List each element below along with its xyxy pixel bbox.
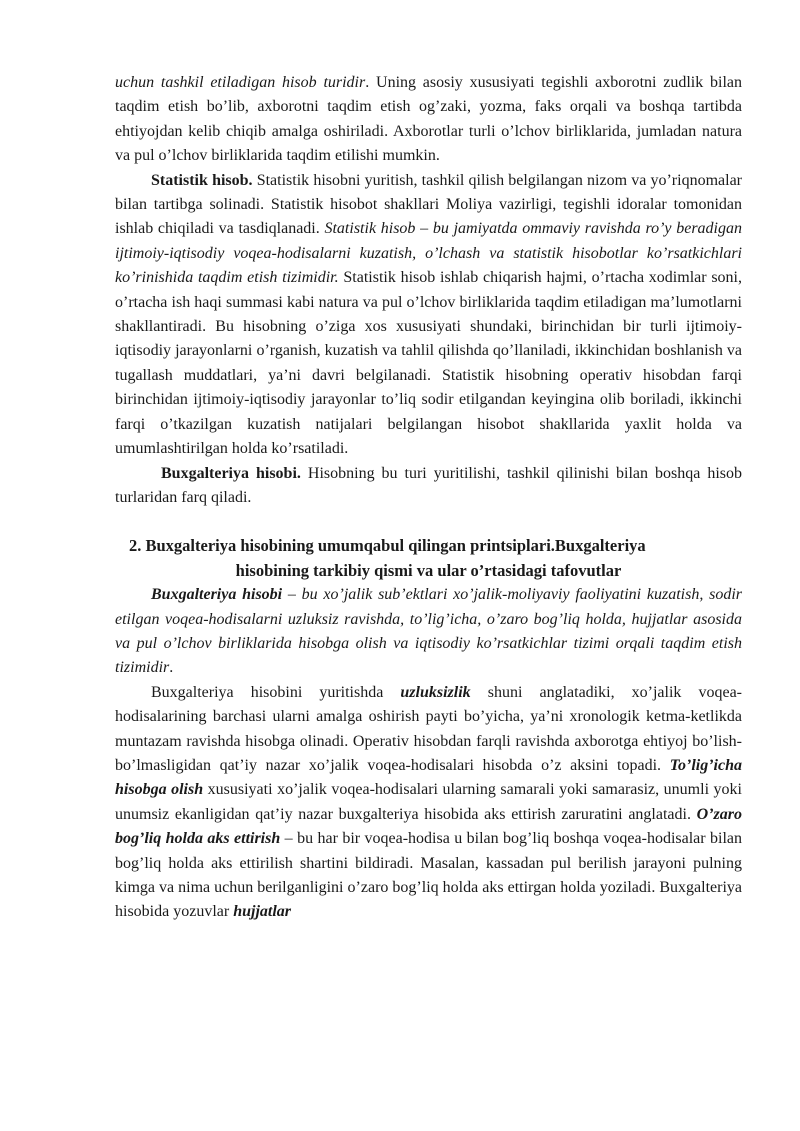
- body-text: Statistik hisob ishlab chiqarish hajmi, o’rtacha xodimlar soni, o’rtacha ish haqi summasi kabi natura va pul o’lchov birliklarida taqdim etiladigan ma’lumotlarni shakllantiradi. Bu hisobning o’ziga xos xususiyati shundaki, birinchidan bir turli ijtimoiy-iqtisodiy jarayonlarni o’rganish, kuzatish va tahlil qilishda qo’llaniladi, ikkinchidan boshlanish va tugallash muddatlari, ya’ni davri belgilanadi. Statistik hisobning operativ hisobdan farqi birinchidan ijtimoiy-iqtisodiy jarayonlar to’liq sodir etilgandan keyingina olib boriladi, ikkinchi farqi o’tkazilgan kuzatish natijalari belgilangan hisobot shakllarida yaxlit holda va umumlashtirilgan holda ko’rsatiladi.: [115, 269, 743, 458]
- section-heading-line1: 2. Buxgalteriya hisobining umumqabul qilingan printsiplari.Buxgalteriya: [129, 536, 646, 556]
- section-heading: [115, 534, 742, 583]
- paragraph-principles: [115, 681, 742, 925]
- term-buxgalteriya-hisobi-definition: Buxgalteriya hisobi: [151, 586, 283, 604]
- body-text: – bu har bir voqea-hodisa u bilan bog’liq boshqa voqea-hodisalar bilan bog’liq holda aks ettirilish shartini bildiradi. Masalan, kassadan pul berilish jarayoni pulning kimga va nima uchun berilganligini o’zaro bog’liq holda aks ettirgan holda yoziladi. Buxgalteriya hisobida yozuvlar: [115, 830, 743, 921]
- body-text: Buxgalteriya hisobini yuritishda: [151, 683, 401, 701]
- body-text: .: [169, 659, 174, 677]
- definition-statistik-hisob: Statistik hisob – bu jamiyatda ommaviy ravishda ro’y beradigan ijtimoiy-iqtisodiy voqea-hodisalarni kuzatish, o’lchash va statistik hisobotlar ko’rsatkichlari ko’rinishida taqdim etish tizimidir.: [115, 220, 743, 287]
- term-toligicha: To’lig’icha hisobga olish: [115, 756, 742, 799]
- paragraph-buxgalteriya-hisobi: [115, 462, 742, 511]
- term-statistik-hisob: Statistik hisob.: [151, 171, 253, 189]
- term-buxgalteriya-hisobi: Buxgalteriya hisobi.: [161, 464, 301, 482]
- spacer: [115, 510, 742, 534]
- body-text: . Uning asosiy xususiyati tegishli axborotni zudlik bilan taqdim etish bo’lib, axborotni taqdim etish og’zaki, yozma, faks orqali va boshqa tartibda ehtiyojdan kelib chiqib amalga oshiriladi. Axborotlar turli o’lchov birliklarida, jumladan natura va pul o’lchov birliklarida taqdim etilishi mumkin.: [115, 74, 742, 165]
- italic-text: uchun tashkil etiladigan hisob turidir: [115, 74, 366, 91]
- term-uzluksizlik: uzluksizlik: [400, 683, 471, 701]
- paragraph-definition: [115, 583, 742, 681]
- section-heading-line2: hisobining tarkibiy qismi va ular o’rtasidagi tafovutlar: [235, 560, 622, 580]
- term-ozaro-boglik: O’zaro bog’liq holda aks ettirish: [115, 805, 742, 848]
- document-page: [115, 71, 742, 925]
- body-text: Hisobning bu turi yuritilishi, tashkil qilinishi bilan boshqa hisob turlaridan farq qiladi.: [115, 464, 743, 506]
- body-text: xususiyati xo’jalik voqea-hodisalari ularning samarali yoki samarasiz, unumli yoki unumsiz ekanligidan qat’iy nazar buxgalteriya hisobida aks ettirish zaruratini anglatadi.: [115, 781, 742, 823]
- definition-buxgalteriya-hisobi: – bu xo’jalik sub’ektlari xo’jalik-moliyaviy faoliyatini kuzatish, sodir etilgan voqea-hodisalarni uzluksiz ravishda, to’lig’icha, o’zaro bog’liq holda, hujjatlar asosida va pul o’lchov birliklarida hisobga olish va iqtisodiy ko’rsatkichlar tizimi orqali taqdim etish tizimidir: [115, 586, 742, 677]
- paragraph-operativ-end: [115, 71, 742, 169]
- body-text: shuni anglatadiki, xo’jalik voqea-hodisalarining barchasi ularni amalga oshirish payti bo’yicha, ya’ni xronologik ketma-ketlikda muntazam ravishda hisobga olinadi. Operativ hisobdan farqli ravishda axborotga ehtiyoj bo’lish-bo’lmasligidan qat’iy nazar xo’jalik voqea-hodisalari hisobda o’z aksini topadi.: [115, 683, 742, 774]
- paragraph-statistik-hisob: [115, 169, 742, 462]
- term-hujjatlar: hujjatlar: [233, 903, 292, 921]
- body-text: Statistik hisobni yuritish, tashkil qilish belgilangan nizom va yo’riqnomalar bilan tartibga solinadi. Statistik hisobot shakllari Moliya vazirligi, tegishli idoralar tomonidan ishlab chiqiladi va tasdiqlanadi.: [115, 171, 742, 238]
